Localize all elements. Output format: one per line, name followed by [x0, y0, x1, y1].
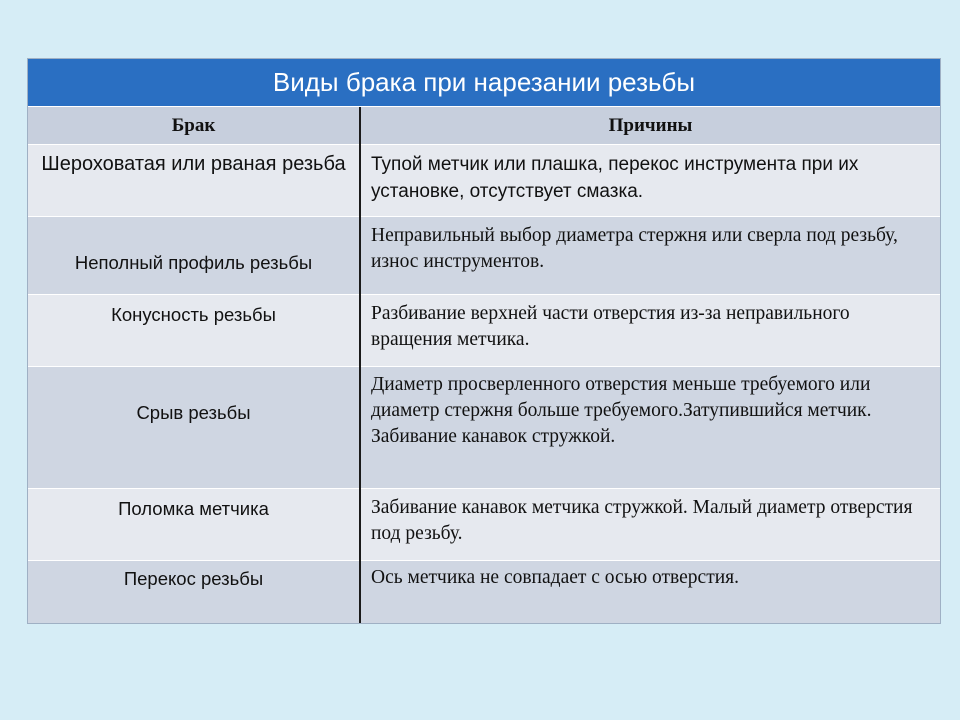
table-row: [28, 217, 940, 295]
header-defect: Брак: [171, 114, 216, 136]
header-causes: Причины: [608, 114, 693, 136]
table-row: [28, 561, 940, 623]
defect-cell: Перекос резьбы: [123, 568, 264, 589]
defects-table: [27, 58, 941, 624]
defect-cell: Срыв резьбы: [136, 402, 251, 423]
table-row: [28, 295, 940, 367]
causes-cell: Забивание канавок метчика стружкой. Малый диаметр отверстия под резьбу.: [371, 497, 913, 544]
defect-cell: Конусность резьбы: [111, 304, 276, 325]
table-row: [28, 145, 940, 217]
causes-cell: Неправильный выбор диаметра стержня или сверла под резьбу, износ инструментов.: [371, 225, 898, 272]
defect-cell: Поломка метчика: [118, 498, 269, 519]
column-divider: [359, 107, 361, 623]
causes-cell: Диаметр просверленного отверстия меньше требуемого или диаметр стержня больше требуемого.Затупившийся метчик. Забивание канавок стружкой.: [371, 374, 872, 447]
table-row: [28, 489, 940, 561]
causes-cell: Разбивание верхней части отверстия из-за неправильного вращения метчика.: [371, 303, 850, 350]
defect-cell: Неполный профиль резьбы: [74, 252, 313, 273]
table-header-row: [28, 107, 940, 145]
table-title: Виды брака при нарезании резьбы: [28, 59, 940, 107]
defect-cell: Шероховатая или рваная резьба: [41, 153, 346, 175]
table-row: [28, 367, 940, 489]
causes-cell: Ось метчика не совпадает с осью отверстия.: [371, 567, 739, 588]
causes-cell: Тупой метчик или плашка, перекос инструмента при их установке, отсутствует смазка.: [371, 154, 859, 202]
